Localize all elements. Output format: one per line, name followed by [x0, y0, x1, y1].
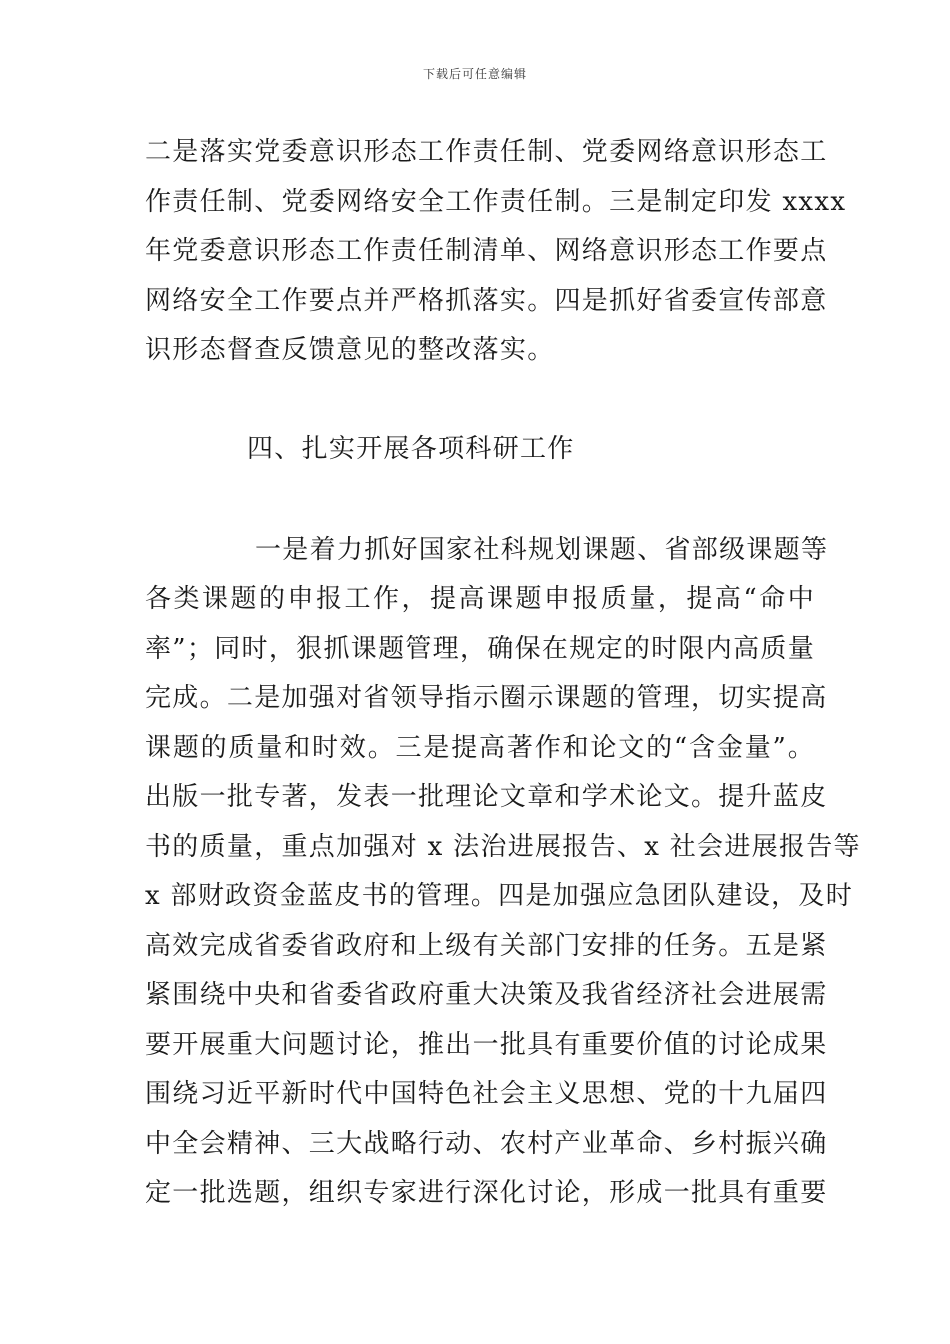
paragraph-2-line: 完成。二是加强对省领导指示圈示课题的管理，切实提高 [145, 683, 828, 713]
paragraph-2-line: 围绕习近平新时代中国特色社会主义思想、党的十九届四 [145, 1079, 828, 1109]
page-header: 下载后可任意编辑 [422, 67, 527, 81]
paragraph-2-line: 各类课题的申报工作，提高课题申报质量，提高“命中 [145, 584, 815, 614]
paragraph-2-line: 定一批选题，组织专家进行深化讨论，形成一批具有重要 [145, 1178, 828, 1208]
paragraph-2-line: 紧围绕中央和省委省政府重大决策及我省经济社会进展需 [145, 980, 828, 1010]
paragraph-2-line: x 部财政资金蓝皮书的管理。四是加强应急团队建设，及时 [145, 881, 854, 911]
paragraph-2-line: 书的质量，重点加强对 x 法治进展报告、x 社会进展报告等 [145, 832, 861, 862]
paragraph-1-line: 网络安全工作要点并严格抓落实。四是抓好省委宣传部意 [145, 286, 828, 316]
section-heading: 四、扎实开展各项科研工作 [247, 434, 575, 464]
paragraph-1-line: 二是落实党委意识形态工作责任制、党委网络意识形态工 [145, 137, 828, 167]
paragraph-2-line: 要开展重大问题讨论，推出一批具有重要价值的讨论成果 [145, 1030, 828, 1060]
paragraph-2-line: 出版一批专著，发表一批理论文章和学术论文。提升蓝皮 [145, 782, 828, 812]
paragraph-1-line: 作责任制、党委网络安全工作责任制。三是制定印发 xxxx [145, 187, 847, 217]
paragraph-2-line: 一是着力抓好国家社科规划课题、省部级课题等 [255, 535, 829, 565]
paragraph-1-line: 识形态督查反馈意见的整改落实。 [145, 335, 555, 365]
paragraph-2-line: 课题的质量和时效。三是提高著作和论文的“含金量”。 [145, 733, 815, 763]
paragraph-2-line: 率”；同时，狠抓课题管理，确保在规定的时限内高质量 [145, 634, 815, 664]
paragraph-2-line: 中全会精神、三大战略行动、农村产业革命、乡村振兴确 [145, 1129, 828, 1159]
paragraph-1-line: 年党委意识形态工作责任制清单、网络意识形态工作要点 [145, 236, 828, 266]
paragraph-2-line: 高效完成省委省政府和上级有关部门安排的任务。五是紧 [145, 931, 828, 961]
